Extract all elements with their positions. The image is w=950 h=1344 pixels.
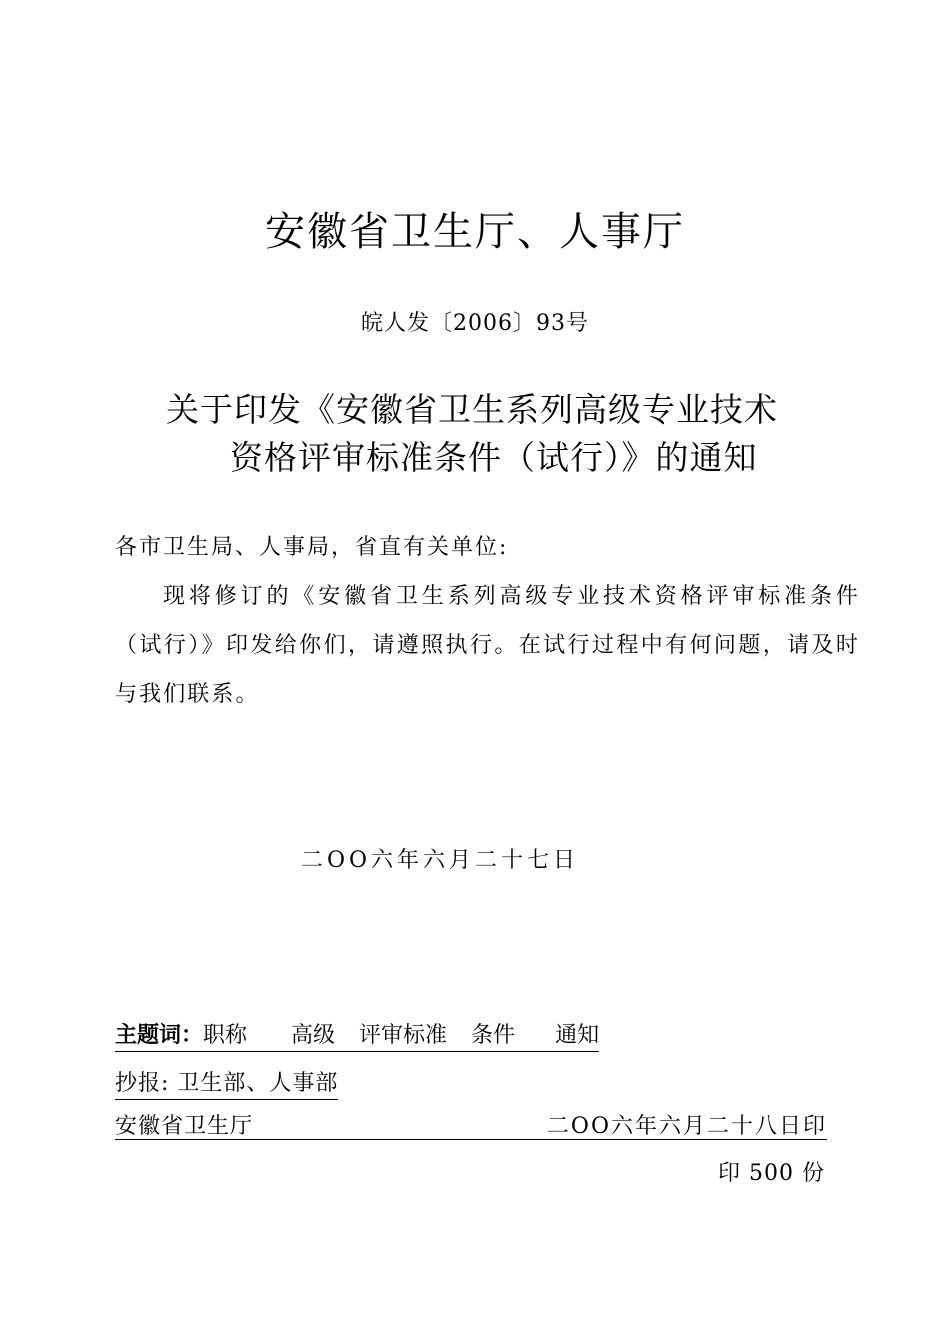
- keyword: 职称: [203, 1023, 248, 1048]
- salutation: 各市卫生局、人事局，省直有关单位:: [115, 535, 509, 560]
- printing-organization: 安徽省卫生厅: [115, 1114, 254, 1139]
- signing-date: 二OO六年六月二十七日: [300, 848, 580, 873]
- subject-keywords: [115, 1018, 599, 1052]
- document-number: 皖人发〔2006〕93号: [361, 311, 589, 336]
- issuing-authority: 安徽省卫生厅、人事厅: [265, 209, 685, 255]
- keywords-label: 主题词：: [115, 1022, 204, 1048]
- document-title-line-2: 资格评审标准条件（试行）》的通知: [230, 438, 758, 477]
- keyword: 通知: [555, 1023, 600, 1048]
- keyword: 条件: [471, 1023, 516, 1048]
- print-info-line: [115, 1109, 827, 1140]
- keyword: 高级: [291, 1023, 336, 1048]
- print-copies: 印 500 份: [718, 1161, 825, 1186]
- print-date: 二OO六年六月二十八日印: [546, 1114, 827, 1139]
- body-paragraph: 现将修订的《安徽省卫生系列高级专业技术资格评审标准条件（试行）》印发给你们，请遵照执行。在试行过程中有何问题，请及时与我们联系。: [115, 584, 860, 707]
- cc-recipients: 抄报: 卫生部、人事部: [115, 1066, 338, 1100]
- document-title-line-1: 关于印发《安徽省卫生系列高级专业技术: [166, 390, 778, 429]
- keyword: 评审标准: [359, 1023, 448, 1048]
